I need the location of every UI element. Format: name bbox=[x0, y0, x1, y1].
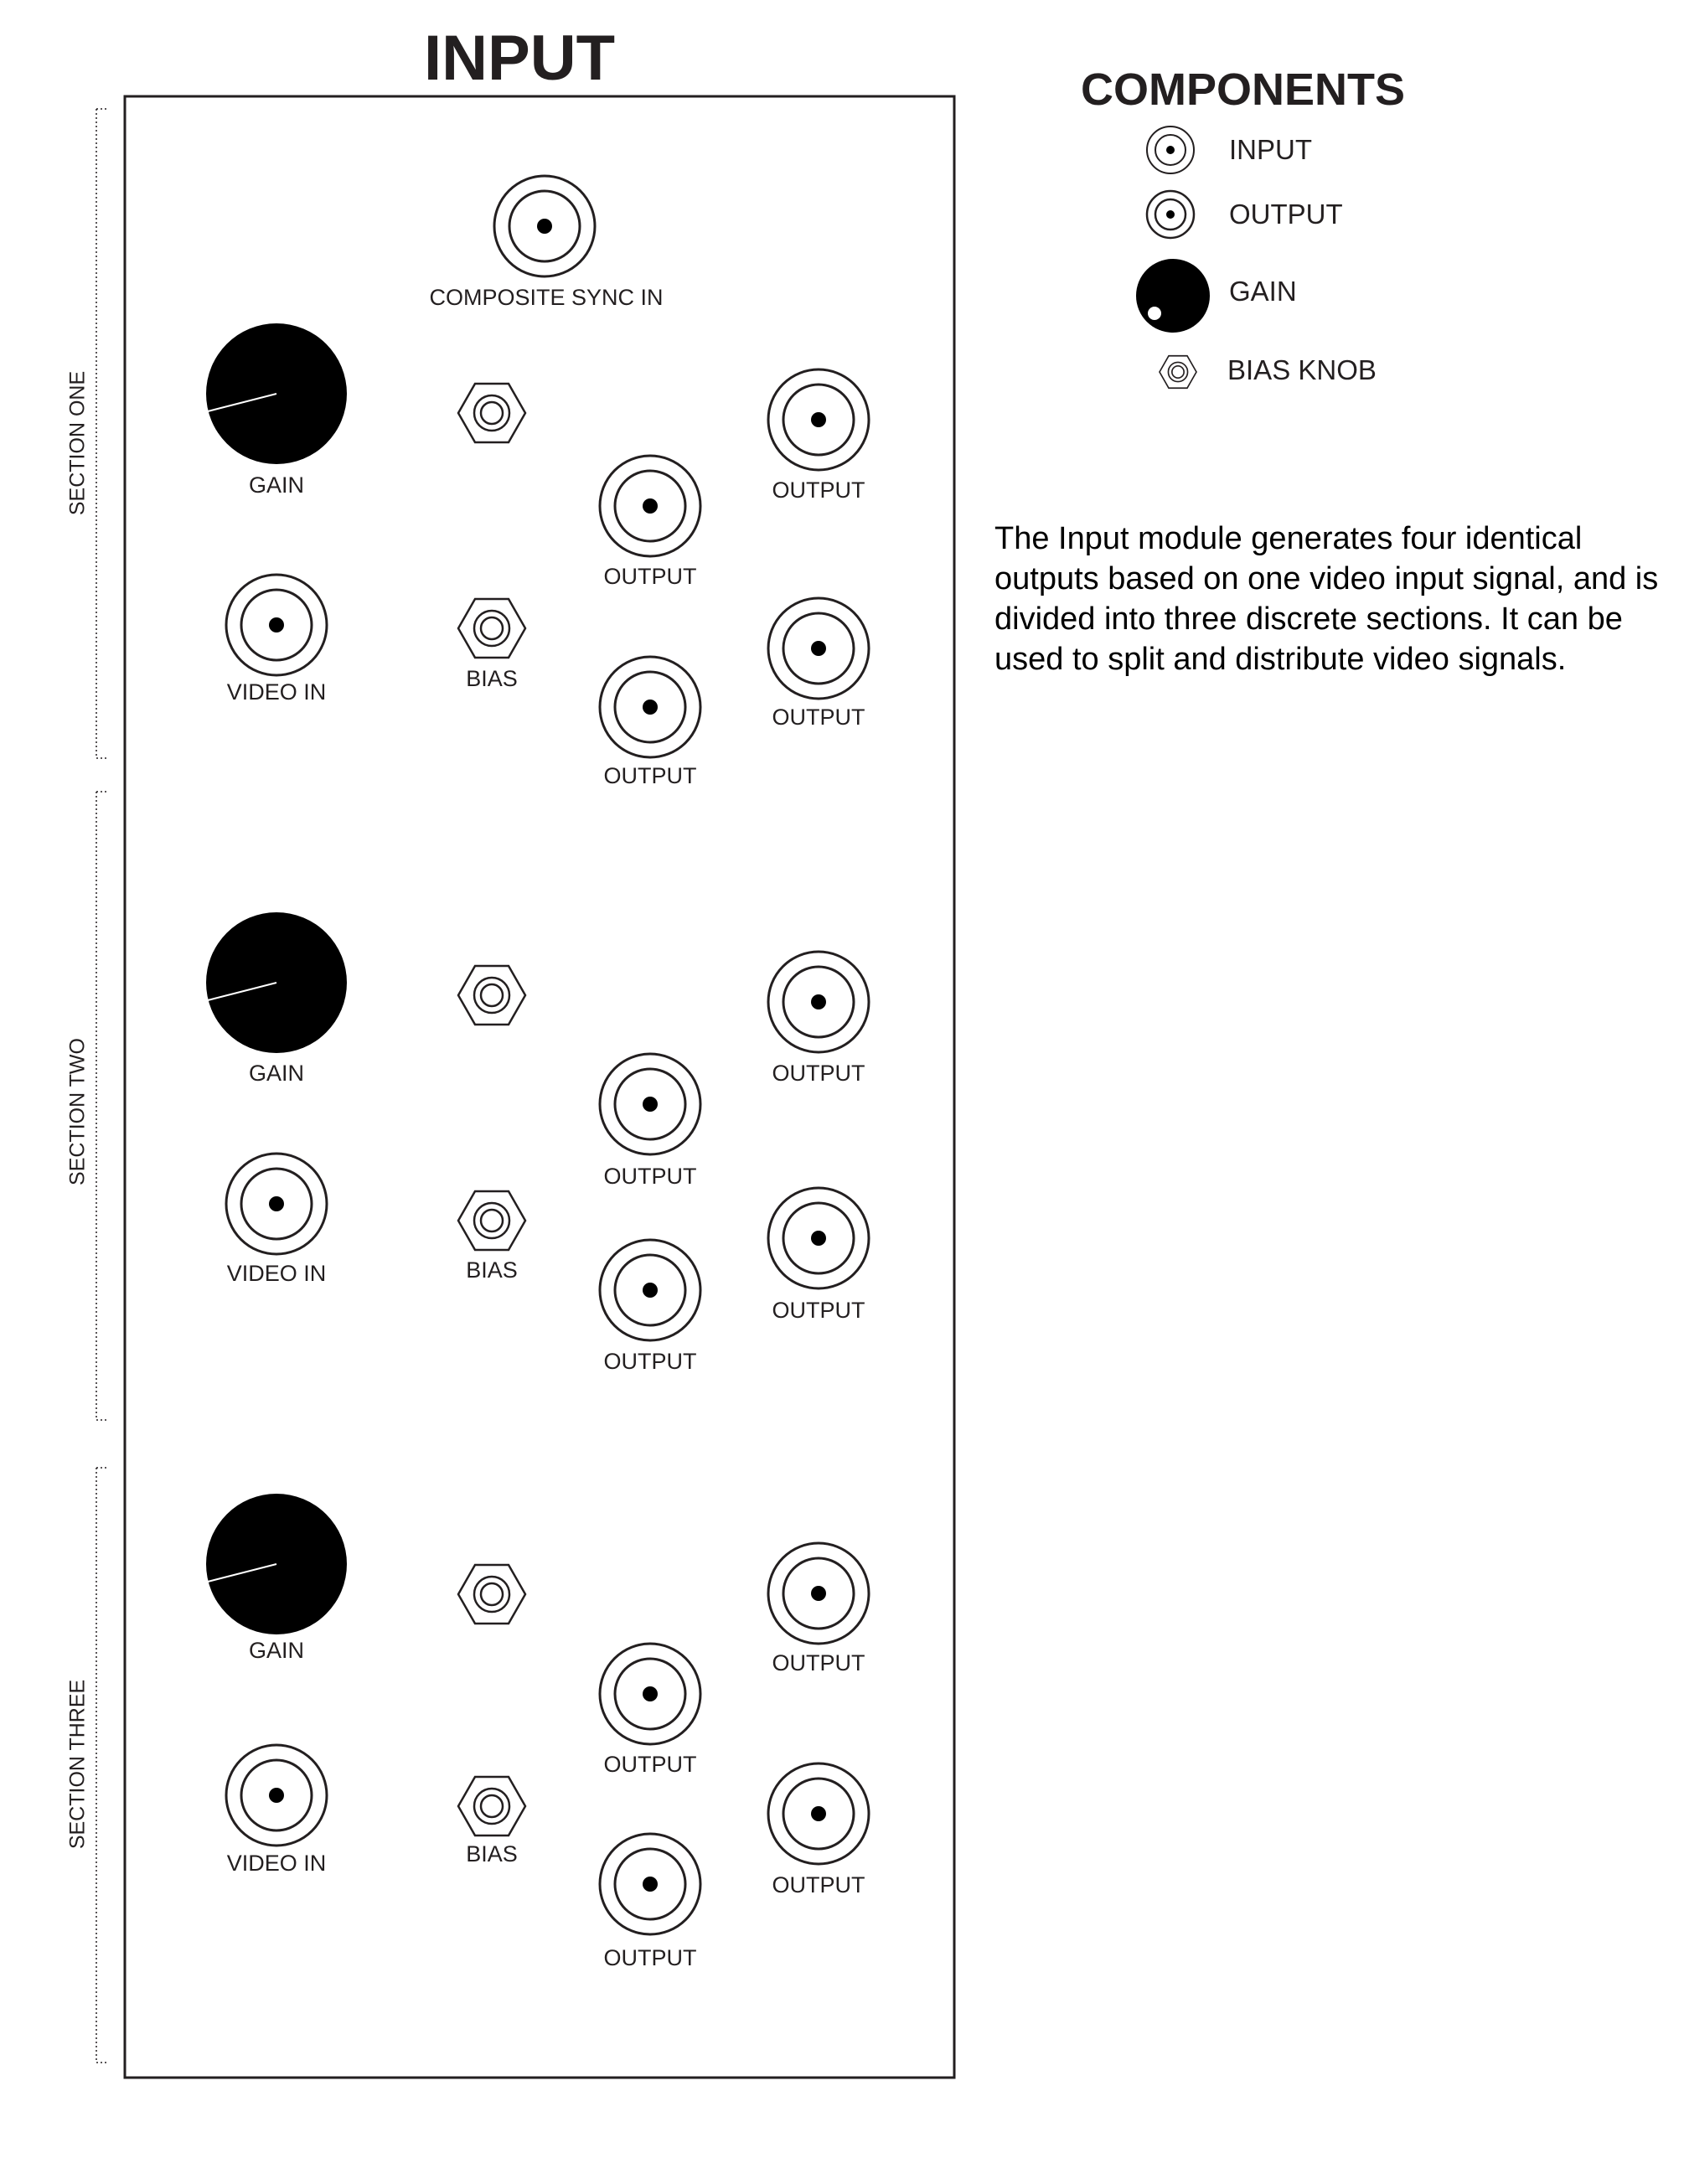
section-two-gain-knob[interactable] bbox=[206, 912, 347, 1053]
section-one-bias-knob[interactable] bbox=[458, 599, 525, 658]
section-three-video-in-jack[interactable] bbox=[226, 1745, 327, 1846]
legend-gain-label: GAIN bbox=[1229, 276, 1297, 307]
section-two-output-jack[interactable] bbox=[600, 1054, 700, 1154]
section-two-video-in-jack[interactable] bbox=[226, 1154, 327, 1254]
section-one-bias-knob-top[interactable] bbox=[458, 384, 525, 442]
gain-knob-icon bbox=[1136, 259, 1210, 333]
section-two-label: SECTION TWO bbox=[65, 1038, 90, 1185]
legend-output-label: OUTPUT bbox=[1229, 199, 1343, 230]
page-title: INPUT bbox=[424, 23, 615, 94]
section-three-output-jack[interactable] bbox=[768, 1763, 869, 1864]
section-one-video-in-label: VIDEO IN bbox=[226, 679, 327, 705]
section-three-gain-knob[interactable] bbox=[206, 1494, 347, 1634]
section-one-output-label: OUTPUT bbox=[603, 564, 697, 589]
bias-knob-icon bbox=[1160, 356, 1196, 389]
section-two-bias-knob[interactable] bbox=[458, 1191, 525, 1250]
section-one-output-jack[interactable] bbox=[768, 369, 869, 470]
section-three-bias-knob[interactable] bbox=[458, 1777, 525, 1835]
input-jack-icon bbox=[1147, 126, 1194, 173]
section-three-output-jack[interactable] bbox=[600, 1834, 700, 1934]
composite-sync-in-label: COMPOSITE SYNC IN bbox=[429, 285, 664, 310]
section-two-bias-knob-top[interactable] bbox=[458, 966, 525, 1025]
legend-input-label: INPUT bbox=[1229, 134, 1312, 165]
section-one-output-jack[interactable] bbox=[600, 456, 700, 556]
section-three-output-label: OUTPUT bbox=[603, 1752, 697, 1777]
section-one-output-label: OUTPUT bbox=[772, 705, 865, 730]
module-description: The Input module generates four identical outputs based on one video input signal, and is divided into three discrete sections. It can be used to split and distribute video signals. bbox=[994, 521, 1659, 677]
output-jack-icon bbox=[1147, 191, 1194, 238]
section-one-output-label: OUTPUT bbox=[772, 478, 865, 503]
section-three-bias-label: BIAS bbox=[466, 1841, 518, 1866]
section-three-label: SECTION THREE bbox=[65, 1679, 90, 1850]
section-three-bias-knob-top[interactable] bbox=[458, 1565, 525, 1624]
section-two-output-label: OUTPUT bbox=[603, 1164, 697, 1189]
section-one-bias-label: BIAS bbox=[466, 666, 518, 691]
section-two-video-in-label: VIDEO IN bbox=[226, 1261, 327, 1286]
section-two-bias-label: BIAS bbox=[466, 1257, 518, 1283]
section-two-output-label: OUTPUT bbox=[772, 1298, 865, 1323]
section-two-output-jack[interactable] bbox=[600, 1240, 700, 1340]
section-one-output-jack[interactable] bbox=[768, 598, 869, 699]
section-three-output-label: OUTPUT bbox=[772, 1872, 865, 1897]
section-three-output-label: OUTPUT bbox=[772, 1650, 865, 1675]
section-one-label: SECTION ONE bbox=[65, 370, 90, 516]
section-three-bracket bbox=[96, 1468, 107, 2063]
section-one-gain-label: GAIN bbox=[248, 472, 305, 498]
section-three-output-jack[interactable] bbox=[600, 1644, 700, 1744]
section-two-bracket bbox=[96, 792, 107, 1420]
legend-bias-knob-label: BIAS KNOB bbox=[1227, 354, 1377, 385]
section-one-output-label: OUTPUT bbox=[603, 763, 697, 788]
section-two-output-label: OUTPUT bbox=[603, 1349, 697, 1374]
legend-title: COMPONENTS bbox=[1081, 65, 1406, 115]
section-one-video-in-jack[interactable] bbox=[226, 575, 327, 675]
section-one-bracket bbox=[96, 109, 107, 758]
section-three-gain-label: GAIN bbox=[248, 1638, 305, 1663]
composite-sync-in-jack[interactable] bbox=[494, 176, 595, 276]
section-two-output-jack[interactable] bbox=[768, 1188, 869, 1288]
section-two-output-jack[interactable] bbox=[768, 952, 869, 1052]
section-two-output-label: OUTPUT bbox=[772, 1061, 865, 1086]
section-two-gain-label: GAIN bbox=[248, 1061, 305, 1086]
section-three-output-jack[interactable] bbox=[768, 1543, 869, 1644]
section-one-output-jack[interactable] bbox=[600, 657, 700, 757]
section-three-video-in-label: VIDEO IN bbox=[226, 1851, 327, 1876]
section-three-output-label: OUTPUT bbox=[603, 1945, 697, 1970]
section-one-gain-knob[interactable] bbox=[206, 323, 347, 464]
